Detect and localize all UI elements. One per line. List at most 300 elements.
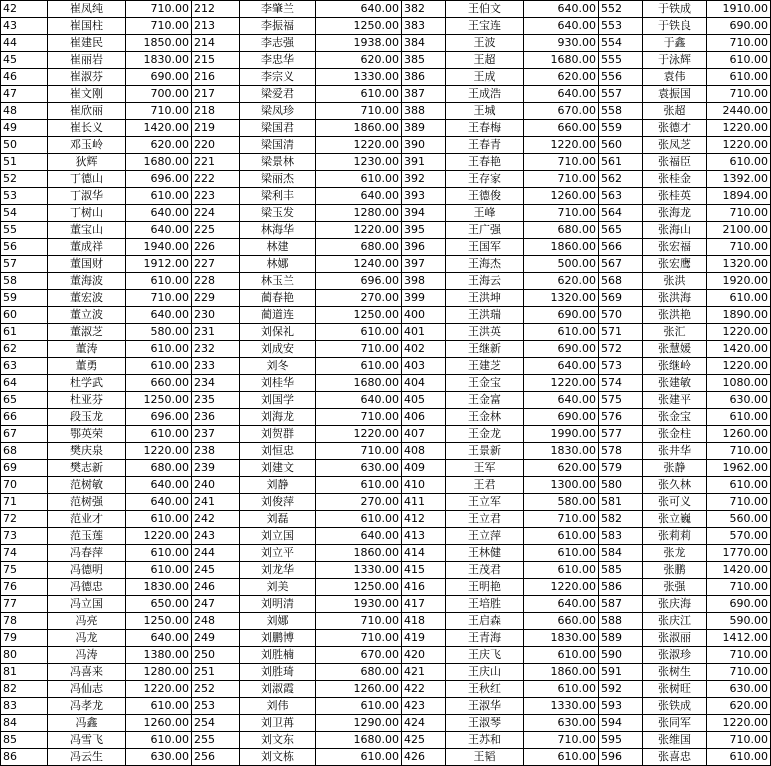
cell-amount: 1380.00 [126, 647, 192, 664]
cell-amount: 1080.00 [707, 375, 771, 392]
cell-row-number: 409 [402, 460, 446, 477]
cell-amount: 1890.00 [707, 307, 771, 324]
cell-row-number: 256 [192, 749, 240, 766]
cell-amount: 610.00 [316, 511, 402, 528]
cell-name: 李振福 [240, 18, 316, 35]
cell-row-number: 560 [599, 137, 643, 154]
cell-row-number: 391 [402, 154, 446, 171]
cell-amount: 620.00 [707, 698, 771, 715]
cell-row-number: 593 [599, 698, 643, 715]
cell-row-number: 229 [192, 290, 240, 307]
cell-name: 王德俊 [446, 188, 524, 205]
cell-amount: 610.00 [126, 273, 192, 290]
cell-row-number: 403 [402, 358, 446, 375]
cell-amount: 640.00 [126, 630, 192, 647]
cell-name: 张可义 [643, 494, 707, 511]
table-row [1, 154, 771, 171]
cell-amount: 1830.00 [126, 52, 192, 69]
cell-name: 于铁成 [643, 1, 707, 18]
cell-name: 张龙 [643, 545, 707, 562]
cell-name: 刘文栋 [240, 749, 316, 766]
cell-row-number: 418 [402, 613, 446, 630]
cell-row-number: 395 [402, 222, 446, 239]
cell-row-number: 217 [192, 86, 240, 103]
table-row [1, 613, 771, 630]
cell-row-number: 60 [1, 307, 48, 324]
cell-name: 王启森 [446, 613, 524, 630]
cell-name: 张庆海 [643, 596, 707, 613]
cell-row-number: 44 [1, 35, 48, 52]
cell-amount: 690.00 [707, 18, 771, 35]
cell-amount: 610.00 [524, 545, 599, 562]
cell-name: 李肇兰 [240, 1, 316, 18]
cell-name: 冯亮 [48, 613, 126, 630]
cell-amount: 710.00 [707, 205, 771, 222]
cell-amount: 710.00 [316, 613, 402, 630]
cell-row-number: 252 [192, 681, 240, 698]
cell-name: 王林健 [446, 545, 524, 562]
cell-amount: 610.00 [707, 749, 771, 766]
cell-name: 王立萍 [446, 528, 524, 545]
table-row [1, 35, 771, 52]
cell-name: 王继新 [446, 341, 524, 358]
cell-row-number: 417 [402, 596, 446, 613]
cell-row-number: 48 [1, 103, 48, 120]
cell-amount: 610.00 [126, 358, 192, 375]
cell-name: 张同军 [643, 715, 707, 732]
table-row [1, 171, 771, 188]
cell-name: 刘胜楠 [240, 647, 316, 664]
cell-amount: 640.00 [524, 18, 599, 35]
cell-name: 王城 [446, 103, 524, 120]
cell-amount: 690.00 [524, 341, 599, 358]
table-row [1, 52, 771, 69]
cell-row-number: 394 [402, 205, 446, 222]
cell-name: 张凤芝 [643, 137, 707, 154]
table-row [1, 630, 771, 647]
cell-row-number: 216 [192, 69, 240, 86]
cell-row-number: 68 [1, 443, 48, 460]
cell-row-number: 246 [192, 579, 240, 596]
cell-amount: 696.00 [126, 171, 192, 188]
cell-amount: 610.00 [524, 647, 599, 664]
table-row [1, 290, 771, 307]
cell-amount: 1894.00 [707, 188, 771, 205]
cell-amount: 710.00 [707, 579, 771, 596]
cell-amount: 1220.00 [707, 715, 771, 732]
cell-name: 王淑华 [446, 698, 524, 715]
cell-name: 王秋红 [446, 681, 524, 698]
cell-amount: 610.00 [316, 86, 402, 103]
cell-row-number: 384 [402, 35, 446, 52]
cell-name: 丁树山 [48, 205, 126, 222]
cell-amount: 680.00 [316, 664, 402, 681]
cell-name: 范树强 [48, 494, 126, 511]
cell-amount: 610.00 [126, 341, 192, 358]
cell-name: 刘冬 [240, 358, 316, 375]
cell-name: 王立军 [446, 494, 524, 511]
cell-row-number: 561 [599, 154, 643, 171]
table-row [1, 205, 771, 222]
cell-name: 刘胜琦 [240, 664, 316, 681]
cell-amount: 610.00 [524, 528, 599, 545]
cell-row-number: 83 [1, 698, 48, 715]
cell-row-number: 410 [402, 477, 446, 494]
cell-name: 董海波 [48, 273, 126, 290]
cell-row-number: 228 [192, 273, 240, 290]
cell-amount: 710.00 [524, 154, 599, 171]
cell-name: 张维国 [643, 732, 707, 749]
cell-amount: 1770.00 [707, 545, 771, 562]
cell-amount: 1860.00 [524, 239, 599, 256]
cell-name: 刘磊 [240, 511, 316, 528]
cell-row-number: 416 [402, 579, 446, 596]
cell-amount: 640.00 [126, 205, 192, 222]
table-row [1, 749, 771, 766]
cell-name: 张海龙 [643, 205, 707, 222]
cell-name: 王成 [446, 69, 524, 86]
cell-amount: 1250.00 [316, 579, 402, 596]
cell-amount: 560.00 [707, 511, 771, 528]
table-row [1, 18, 771, 35]
cell-row-number: 578 [599, 443, 643, 460]
cell-row-number: 393 [402, 188, 446, 205]
cell-row-number: 250 [192, 647, 240, 664]
cell-row-number: 235 [192, 392, 240, 409]
cell-name: 张久林 [643, 477, 707, 494]
cell-amount: 610.00 [316, 698, 402, 715]
cell-amount: 1220.00 [316, 222, 402, 239]
cell-row-number: 414 [402, 545, 446, 562]
cell-name: 张金柱 [643, 426, 707, 443]
table-row [1, 341, 771, 358]
cell-row-number: 57 [1, 256, 48, 273]
cell-row-number: 563 [599, 188, 643, 205]
cell-name: 崔淑芬 [48, 69, 126, 86]
cell-name: 张喜忠 [643, 749, 707, 766]
cell-row-number: 220 [192, 137, 240, 154]
cell-amount: 690.00 [707, 596, 771, 613]
cell-name: 冯雪飞 [48, 732, 126, 749]
cell-row-number: 70 [1, 477, 48, 494]
cell-amount: 1250.00 [126, 392, 192, 409]
cell-name: 张桂金 [643, 171, 707, 188]
cell-amount: 1420.00 [707, 562, 771, 579]
cell-row-number: 45 [1, 52, 48, 69]
cell-amount: 1240.00 [316, 256, 402, 273]
cell-row-number: 50 [1, 137, 48, 154]
cell-amount: 630.00 [126, 749, 192, 766]
cell-row-number: 245 [192, 562, 240, 579]
cell-amount: 640.00 [126, 307, 192, 324]
cell-row-number: 590 [599, 647, 643, 664]
cell-row-number: 567 [599, 256, 643, 273]
cell-row-number: 424 [402, 715, 446, 732]
cell-name: 刘明清 [240, 596, 316, 613]
cell-name: 张汇 [643, 324, 707, 341]
cell-row-number: 411 [402, 494, 446, 511]
cell-row-number: 224 [192, 205, 240, 222]
cell-amount: 670.00 [316, 647, 402, 664]
cell-name: 张庆江 [643, 613, 707, 630]
cell-name: 刘淑霞 [240, 681, 316, 698]
cell-amount: 1680.00 [316, 732, 402, 749]
cell-row-number: 212 [192, 1, 240, 18]
cell-row-number: 575 [599, 392, 643, 409]
cell-name: 于鑫 [643, 35, 707, 52]
cell-amount: 2440.00 [707, 103, 771, 120]
cell-row-number: 596 [599, 749, 643, 766]
cell-amount: 1392.00 [707, 171, 771, 188]
cell-name: 冯鑫 [48, 715, 126, 732]
cell-name: 刘建文 [240, 460, 316, 477]
cell-name: 范玉莲 [48, 528, 126, 545]
cell-name: 梁景林 [240, 154, 316, 171]
cell-amount: 710.00 [524, 732, 599, 749]
cell-name: 张福臣 [643, 154, 707, 171]
table-row [1, 477, 771, 494]
cell-amount: 1280.00 [126, 664, 192, 681]
cell-name: 王国军 [446, 239, 524, 256]
cell-name: 张鹏 [643, 562, 707, 579]
cell-name: 张井华 [643, 443, 707, 460]
cell-row-number: 404 [402, 375, 446, 392]
cell-name: 刘海龙 [240, 409, 316, 426]
cell-row-number: 214 [192, 35, 240, 52]
cell-name: 董涛 [48, 341, 126, 358]
cell-amount: 1962.00 [707, 460, 771, 477]
cell-amount: 1680.00 [316, 375, 402, 392]
cell-amount: 640.00 [524, 1, 599, 18]
table-row [1, 256, 771, 273]
cell-name: 王洪坤 [446, 290, 524, 307]
cell-name: 张桂英 [643, 188, 707, 205]
cell-amount: 1320.00 [707, 256, 771, 273]
cell-name: 狄辉 [48, 154, 126, 171]
cell-name: 董国财 [48, 256, 126, 273]
cell-row-number: 415 [402, 562, 446, 579]
cell-name: 刘保礼 [240, 324, 316, 341]
cell-row-number: 392 [402, 171, 446, 188]
cell-row-number: 582 [599, 511, 643, 528]
table-row [1, 528, 771, 545]
cell-name: 刘美 [240, 579, 316, 596]
cell-amount: 660.00 [524, 613, 599, 630]
cell-name: 于泳辉 [643, 52, 707, 69]
cell-name: 王建芝 [446, 358, 524, 375]
cell-row-number: 573 [599, 358, 643, 375]
cell-amount: 1220.00 [707, 137, 771, 154]
cell-amount: 1220.00 [524, 579, 599, 596]
cell-name: 刘立平 [240, 545, 316, 562]
cell-name: 蔺春艳 [240, 290, 316, 307]
cell-amount: 630.00 [707, 681, 771, 698]
cell-amount: 1260.00 [524, 188, 599, 205]
table-row [1, 86, 771, 103]
cell-amount: 1220.00 [126, 528, 192, 545]
cell-amount: 640.00 [524, 86, 599, 103]
cell-name: 王苏和 [446, 732, 524, 749]
cell-name: 王金林 [446, 409, 524, 426]
cell-row-number: 85 [1, 732, 48, 749]
cell-row-number: 576 [599, 409, 643, 426]
cell-name: 王庆山 [446, 664, 524, 681]
cell-row-number: 572 [599, 341, 643, 358]
cell-amount: 1320.00 [524, 290, 599, 307]
cell-row-number: 226 [192, 239, 240, 256]
cell-row-number: 425 [402, 732, 446, 749]
table-row [1, 1, 771, 18]
cell-row-number: 67 [1, 426, 48, 443]
cell-amount: 1250.00 [316, 18, 402, 35]
cell-name: 梁爱君 [240, 86, 316, 103]
cell-row-number: 79 [1, 630, 48, 647]
cell-row-number: 75 [1, 562, 48, 579]
cell-amount: 1860.00 [316, 545, 402, 562]
cell-name: 张洪艳 [643, 307, 707, 324]
cell-amount: 1420.00 [126, 120, 192, 137]
cell-row-number: 421 [402, 664, 446, 681]
cell-name: 王存家 [446, 171, 524, 188]
cell-amount: 1230.00 [316, 154, 402, 171]
cell-name: 梁凤珍 [240, 103, 316, 120]
cell-name: 张建敏 [643, 375, 707, 392]
cell-row-number: 382 [402, 1, 446, 18]
cell-row-number: 222 [192, 171, 240, 188]
cell-amount: 1220.00 [316, 426, 402, 443]
cell-name: 王伯文 [446, 1, 524, 18]
table-row [1, 715, 771, 732]
table-row [1, 647, 771, 664]
cell-name: 董宝山 [48, 222, 126, 239]
cell-amount: 630.00 [524, 715, 599, 732]
table-row [1, 392, 771, 409]
cell-name: 张慧媛 [643, 341, 707, 358]
cell-row-number: 400 [402, 307, 446, 324]
cell-row-number: 585 [599, 562, 643, 579]
cell-name: 冯德明 [48, 562, 126, 579]
cell-row-number: 557 [599, 86, 643, 103]
cell-name: 张树旺 [643, 681, 707, 698]
cell-row-number: 591 [599, 664, 643, 681]
cell-name: 梁国清 [240, 137, 316, 154]
cell-name: 王超 [446, 52, 524, 69]
cell-amount: 710.00 [316, 630, 402, 647]
cell-row-number: 225 [192, 222, 240, 239]
cell-row-number: 64 [1, 375, 48, 392]
cell-row-number: 236 [192, 409, 240, 426]
cell-amount: 1290.00 [316, 715, 402, 732]
cell-name: 王明艳 [446, 579, 524, 596]
cell-row-number: 223 [192, 188, 240, 205]
cell-row-number: 215 [192, 52, 240, 69]
cell-amount: 610.00 [707, 477, 771, 494]
cell-name: 张洪 [643, 273, 707, 290]
cell-row-number: 426 [402, 749, 446, 766]
cell-row-number: 47 [1, 86, 48, 103]
table-row [1, 579, 771, 596]
cell-amount: 610.00 [126, 426, 192, 443]
cell-amount: 640.00 [524, 596, 599, 613]
table-row [1, 324, 771, 341]
cell-amount: 650.00 [126, 596, 192, 613]
cell-name: 张淑珍 [643, 647, 707, 664]
cell-row-number: 552 [599, 1, 643, 18]
cell-amount: 640.00 [524, 392, 599, 409]
cell-amount: 1860.00 [524, 664, 599, 681]
cell-name: 鄂英荣 [48, 426, 126, 443]
cell-name: 刘成安 [240, 341, 316, 358]
cell-amount: 610.00 [524, 324, 599, 341]
cell-row-number: 579 [599, 460, 643, 477]
cell-amount: 620.00 [126, 137, 192, 154]
cell-amount: 610.00 [524, 749, 599, 766]
cell-row-number: 390 [402, 137, 446, 154]
cell-row-number: 588 [599, 613, 643, 630]
table-row [1, 443, 771, 460]
cell-name: 张静 [643, 460, 707, 477]
cell-name: 李忠华 [240, 52, 316, 69]
cell-row-number: 76 [1, 579, 48, 596]
cell-name: 刘文东 [240, 732, 316, 749]
cell-name: 张宏鹰 [643, 256, 707, 273]
cell-amount: 610.00 [126, 698, 192, 715]
cell-name: 董宏波 [48, 290, 126, 307]
cell-name: 林海华 [240, 222, 316, 239]
table-row [1, 664, 771, 681]
cell-amount: 640.00 [316, 1, 402, 18]
cell-row-number: 247 [192, 596, 240, 613]
cell-row-number: 592 [599, 681, 643, 698]
cell-name: 冯龙 [48, 630, 126, 647]
cell-name: 张淑丽 [643, 630, 707, 647]
cell-amount: 670.00 [524, 103, 599, 120]
cell-amount: 2100.00 [707, 222, 771, 239]
cell-name: 王海云 [446, 273, 524, 290]
table-row [1, 698, 771, 715]
cell-name: 刘国学 [240, 392, 316, 409]
cell-row-number: 230 [192, 307, 240, 324]
cell-row-number: 69 [1, 460, 48, 477]
cell-amount: 640.00 [316, 528, 402, 545]
cell-row-number: 570 [599, 307, 643, 324]
table-row [1, 732, 771, 749]
cell-name: 王春梅 [446, 120, 524, 137]
cell-name: 丁德山 [48, 171, 126, 188]
cell-amount: 1940.00 [126, 239, 192, 256]
cell-amount: 710.00 [316, 103, 402, 120]
cell-name: 刘龙华 [240, 562, 316, 579]
cell-amount: 1260.00 [126, 715, 192, 732]
cell-name: 梁丽杰 [240, 171, 316, 188]
cell-name: 刘恒忠 [240, 443, 316, 460]
cell-name: 张建平 [643, 392, 707, 409]
cell-row-number: 383 [402, 18, 446, 35]
cell-amount: 610.00 [707, 154, 771, 171]
cell-amount: 710.00 [707, 86, 771, 103]
cell-row-number: 249 [192, 630, 240, 647]
cell-name: 张金宝 [643, 409, 707, 426]
cell-amount: 270.00 [316, 494, 402, 511]
cell-row-number: 420 [402, 647, 446, 664]
cell-row-number: 42 [1, 1, 48, 18]
cell-name: 王春青 [446, 137, 524, 154]
table-row [1, 596, 771, 613]
cell-amount: 1330.00 [316, 562, 402, 579]
cell-row-number: 398 [402, 273, 446, 290]
cell-row-number: 405 [402, 392, 446, 409]
cell-amount: 710.00 [707, 35, 771, 52]
